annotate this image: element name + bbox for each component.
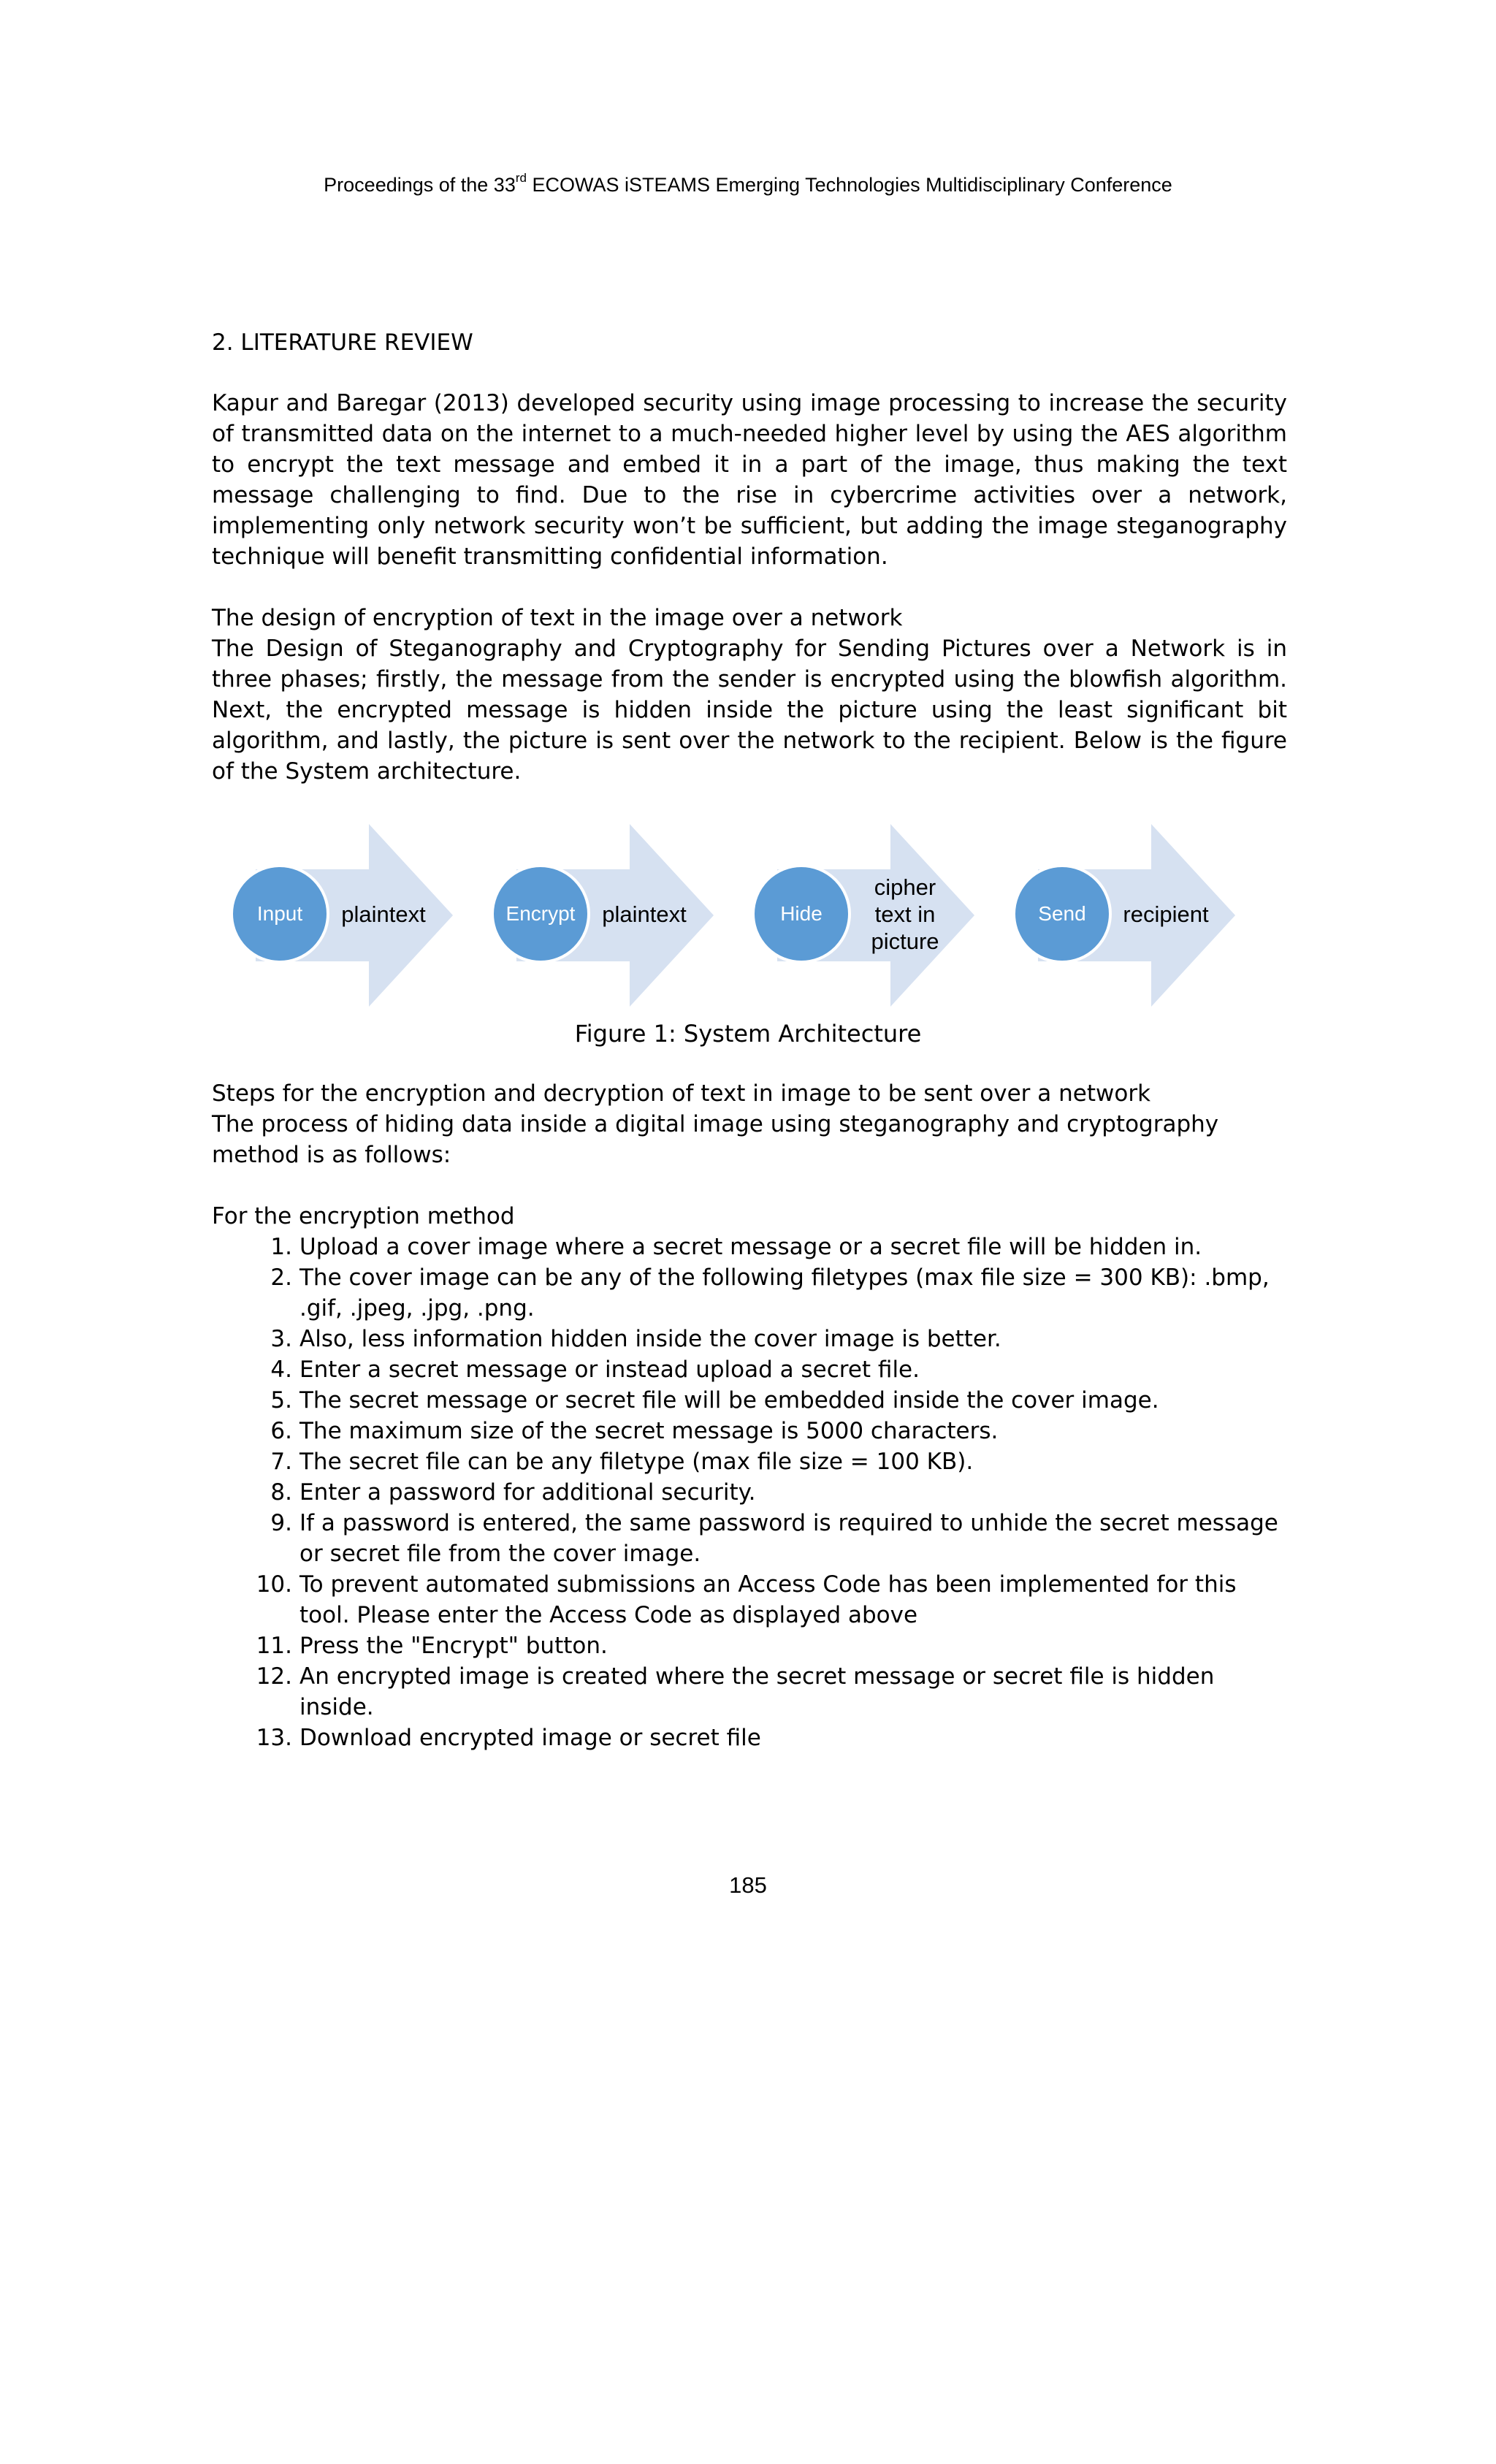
step-circle: Input (230, 864, 329, 964)
list-number: 9. (270, 1510, 292, 1536)
list-item (212, 1324, 1287, 1354)
list-text: Also, less information hidden inside the cover image is better. (299, 1326, 1001, 1352)
list-text: Download encrypted image or secret file (299, 1725, 761, 1751)
step-label: cipher text in picture (871, 874, 939, 954)
running-header (0, 171, 1496, 197)
step-label: plaintext (602, 901, 687, 927)
list-text: Upload a cover image where a secret message or a secret file will be hidden in. (299, 1234, 1202, 1260)
list-item (212, 1385, 1287, 1416)
list-text: The cover image can be any of the following filetypes (max file size = 300 KB): .bmp, .gif, .jpeg, .jpg, .png. (299, 1265, 1270, 1321)
list-number: 5. (270, 1387, 292, 1414)
figure-caption: Figure 1: System Architecture (574, 1020, 922, 1048)
header-sup: rd (515, 171, 527, 185)
list-item (212, 1477, 1287, 1508)
list-item (212, 1262, 1287, 1324)
step-circle: Encrypt (491, 864, 590, 964)
step-circle: Send (1012, 864, 1112, 964)
list-item (212, 1508, 1287, 1569)
list-text: Enter a secret message or instead upload a secret file. (299, 1357, 920, 1383)
list-text: If a password is entered, the same password is required to unhide the secret message or secret file from the cover image. (299, 1510, 1278, 1567)
figure-step-encrypt (473, 824, 721, 1007)
step-label: recipient (1123, 901, 1209, 927)
list-text: Press the "Encrypt" button. (299, 1633, 608, 1659)
header-suffix: ECOWAS iSTEAMS Emerging Technologies Multidisciplinary Conference (526, 174, 1172, 196)
figure-step-input (212, 824, 460, 1007)
list-item (212, 1661, 1287, 1723)
list-number: 12. (256, 1663, 292, 1690)
paragraph-process: The process of hiding data inside a digital image using steganography and cryptography method is as follows: (212, 1111, 1219, 1168)
list-text: The secret message or secret file will be embedded inside the cover image. (299, 1387, 1159, 1414)
list-text: Enter a password for additional security. (299, 1479, 756, 1506)
encryption-steps-list (212, 1232, 1287, 1753)
subheading-steps: Steps for the encryption and decryption of text in image to be sent over a network (212, 1080, 1151, 1107)
figure-step-send (994, 824, 1243, 1007)
list-number: 4. (270, 1357, 292, 1383)
system-architecture-figure (212, 824, 1278, 1007)
list-number: 10. (256, 1571, 292, 1598)
list-item (212, 1569, 1287, 1630)
list-item (212, 1630, 1287, 1661)
subheading-encryption-method: For the encryption method (212, 1203, 515, 1229)
list-text: The secret file can be any filetype (max file size = 100 KB). (299, 1449, 974, 1475)
list-number: 1. (270, 1234, 292, 1260)
list-number: 11. (256, 1633, 292, 1659)
list-text: The maximum size of the secret message is 5000 characters. (299, 1418, 999, 1444)
page-number: 185 (729, 1872, 767, 1898)
list-number: 2. (270, 1265, 292, 1291)
header-prefix: Proceedings of the 33 (324, 174, 516, 196)
list-item (212, 1446, 1287, 1477)
list-item (212, 1723, 1287, 1753)
section-title: 2. LITERATURE REVIEW (212, 329, 473, 356)
list-text: To prevent automated submissions an Access Code has been implemented for this tool. Please enter the Access Code as displayed above (299, 1571, 1237, 1628)
step-label: plaintext (341, 901, 426, 927)
figure-step-hide (733, 824, 982, 1007)
paragraph-design: The Design of Steganography and Cryptography for Sending Pictures over a Network is in three phases; firstly, the message from the sender is encrypted using the blowfish algorithm. Next, the encrypted message is hidden inside the picture using the least significant bit algorithm, and lastly, the picture is sent over the network to the recipient. Below is the figure of the System architecture. (212, 636, 1287, 785)
list-text: An encrypted image is created where the secret message or secret file is hidden inside. (299, 1663, 1215, 1720)
list-number: 13. (256, 1725, 292, 1751)
step-circle: Hide (752, 864, 851, 964)
list-item (212, 1232, 1287, 1262)
list-item (212, 1354, 1287, 1385)
list-number: 3. (270, 1326, 292, 1352)
list-number: 8. (270, 1479, 292, 1506)
paragraph-literature-review: Kapur and Baregar (2013) developed security using image processing to increase the security of transmitted data on the internet to a much-needed higher level by using the AES algorithm to encrypt the text message and embed it in a part of the image, thus making the text message challenging to find. Due to the rise in cybercrime activities over a network, implementing only network security won’t be sufficient, but adding the image steganography technique will benefit transmitting confidential information. (212, 390, 1287, 570)
list-number: 6. (270, 1418, 292, 1444)
list-item (212, 1416, 1287, 1446)
subheading-design: The design of encryption of text in the image over a network (212, 605, 903, 631)
list-number: 7. (270, 1449, 292, 1475)
